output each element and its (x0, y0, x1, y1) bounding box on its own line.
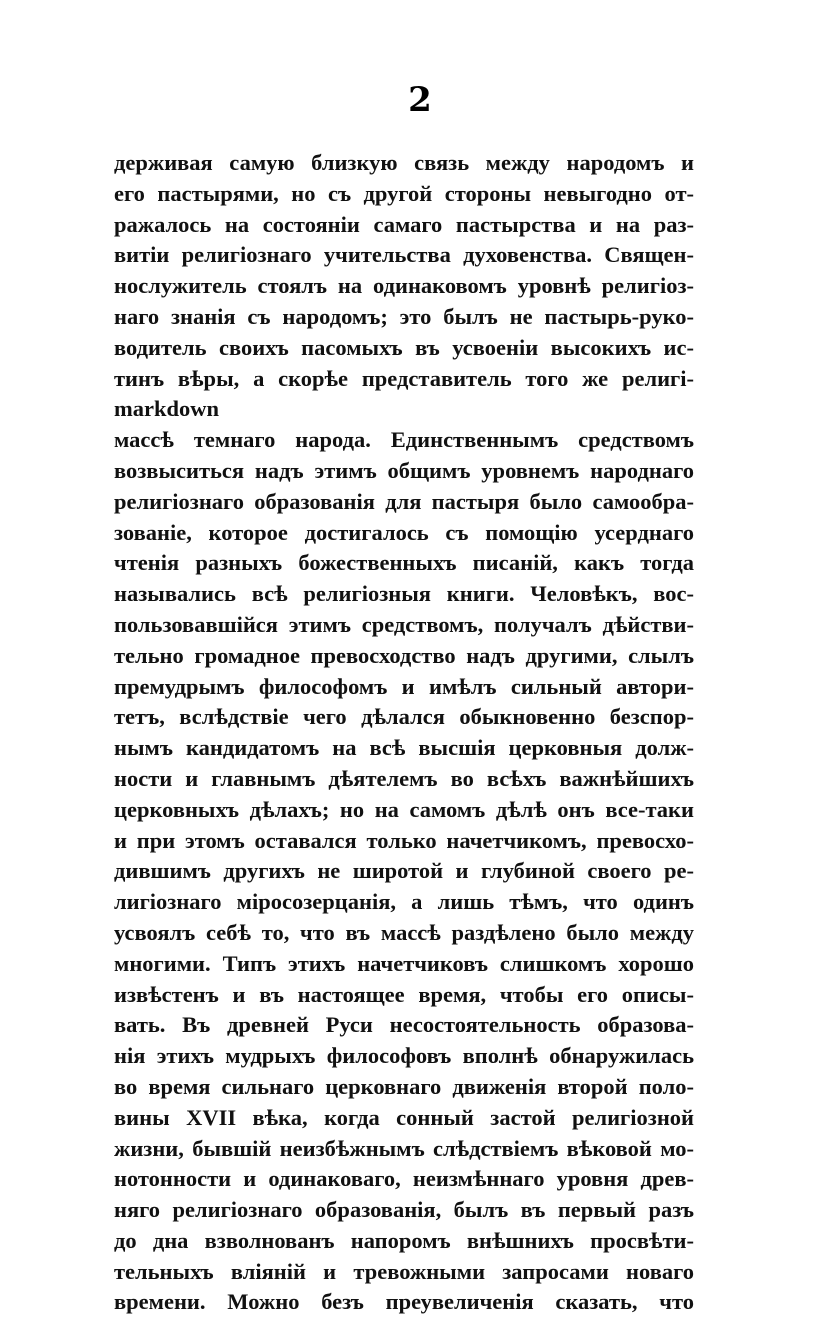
text-line: массѣ темнаго народа. Единственнымъ средствомъ (114, 427, 694, 453)
text-line: его пастырями, но съ другой стороны невыгодно от- (114, 180, 694, 206)
text-line: вины XVII вѣка, когда сонный застой религiозной (114, 1104, 694, 1130)
text-line: чтенiя разныхъ божественныхъ писанiй, какъ тогда (114, 550, 694, 576)
text-line: markdown (114, 396, 220, 422)
text-line: тетъ, вслѣдствiе чего дѣлался обыкновенно безспор- (114, 704, 694, 730)
text-line: тинъ вѣры, а скорѣе представитель того же религi- (114, 365, 694, 391)
body-text (114, 148, 694, 1318)
text-line: ности и главнымъ дѣятелемъ во всѣхъ важнѣйшихъ (114, 765, 694, 791)
text-line: водитель своихъ пасомыхъ въ усвоенiи высокихъ ис- (114, 334, 694, 360)
text-line: нотонности и одинаковаго, неизмѣннаго уровня древ- (114, 1166, 694, 1192)
text-line: ражалось на состоянiи самаго пастырства и на раз- (114, 211, 694, 237)
text-line: нымъ кандидатомъ на всѣ высшiя церковныя долж- (114, 735, 694, 761)
text-line: извѣстенъ и въ настоящее время, чтобы его описы- (114, 981, 694, 1007)
text-line: возвыситься надъ этимъ общимъ уровнемъ народнаго (114, 457, 694, 483)
text-line: усвоялъ себѣ то, что въ массѣ раздѣлено было между (114, 919, 694, 945)
text-line: до дна взволнованъ напоромъ внѣшнихъ просвѣти- (114, 1227, 694, 1253)
text-line: держивая самую близкую связь между народомъ и (114, 150, 694, 175)
text-line: назывались всѣ религiозныя книги. Человѣкъ, вос- (114, 581, 694, 607)
text-line: пользовавшiйся этимъ средствомъ, получалъ дѣйстви- (114, 611, 694, 637)
text-line: религiознаго образованiя для пастыря было самообра- (114, 488, 694, 514)
text-line: жизни, бывшiй неизбѣжнымъ слѣдствiемъ вѣковой мо- (114, 1135, 694, 1161)
text-line: вать. Въ древней Руси несостоятельность образова- (114, 1012, 694, 1038)
text-line: и при этомъ оставался только начетчикомъ, превосхо- (114, 827, 694, 853)
page-number: 2 (408, 80, 432, 120)
text-line: нiя этихъ мудрыхъ философовъ вполнѣ обнаружилась (114, 1043, 694, 1069)
text-line: премудрымъ философомъ и имѣлъ сильный автори- (114, 673, 694, 699)
text-line: времени. Можно безъ преувеличенiя сказать, что (114, 1289, 694, 1315)
text-line: тельно громадное превосходство надъ другими, слылъ (114, 642, 694, 668)
text-line: во время сильнаго церковнаго движенiя второй поло- (114, 1073, 694, 1099)
text-line: наго знанiя съ народомъ; это былъ не пастырь-руко- (114, 303, 694, 329)
text-line: витiи религiознаго учительства духовенства. Священ- (114, 242, 694, 268)
text-line: многими. Типъ этихъ начетчиковъ слишкомъ хорошо (114, 950, 694, 976)
text-line: лигiознаго мiросозерцанiя, а лишь тѣмъ, что одинъ (114, 889, 694, 915)
text-line: церковныхъ дѣлахъ; но на самомъ дѣлѣ онъ все-таки (114, 796, 694, 822)
text-line: тельныхъ влiянiй и тревожными запросами новаго (114, 1258, 694, 1284)
text-line: дившимъ другихъ не широтой и глубиной своего ре- (114, 858, 694, 884)
text-line: нослужитель стоялъ на одинаковомъ уровнѣ религiоз- (114, 273, 694, 299)
text-line: няго религiознаго образованiя, былъ въ первый разъ (114, 1197, 694, 1223)
text-line: зованiе, которое достигалось съ помощiю усерднаго (114, 519, 694, 545)
